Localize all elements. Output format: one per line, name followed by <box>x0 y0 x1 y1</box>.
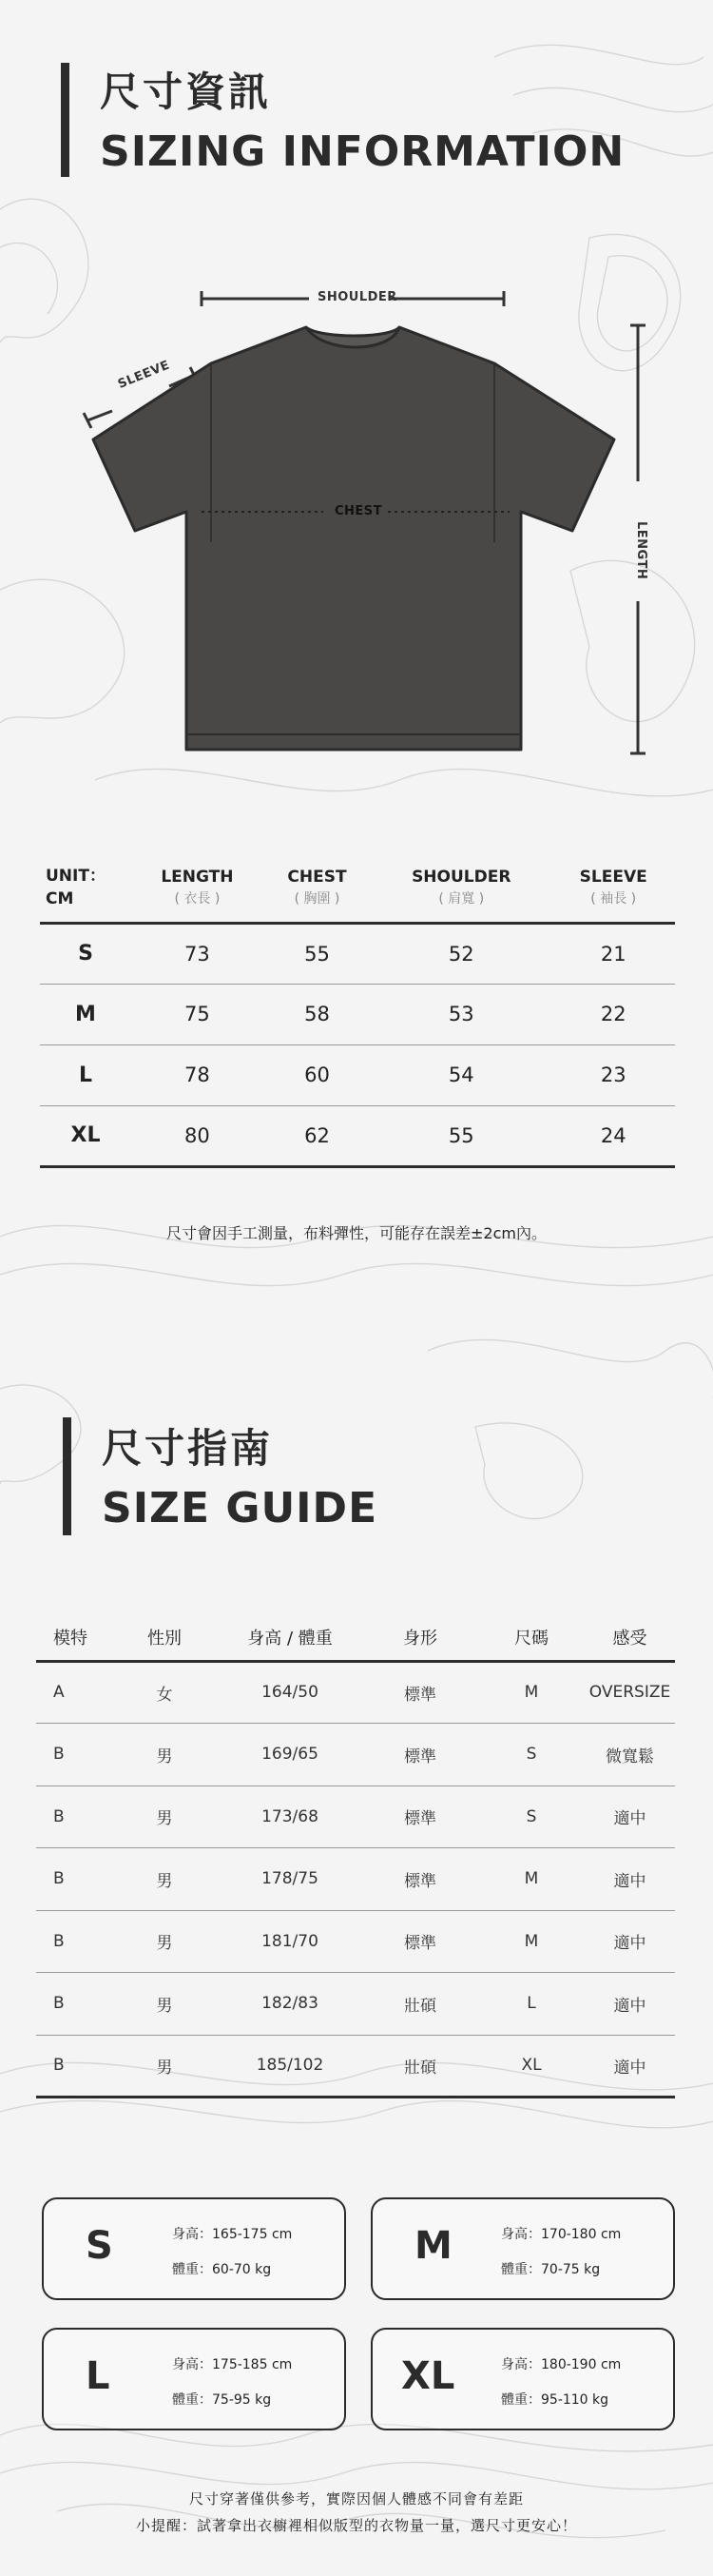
card-weight: 體重：70-75 kg <box>501 2262 601 2277</box>
col-shoulder-label: SHOULDER <box>412 868 511 888</box>
height-weight-cell: 164/50 <box>218 1661 362 1724</box>
fit-cell: 微寬鬆 <box>585 1724 675 1786</box>
card-weight: 體重：75-95 kg <box>172 2392 272 2408</box>
model-cell: B <box>36 1724 111 1786</box>
shoulder-cell: 55 <box>371 1105 551 1166</box>
table-row <box>36 1724 675 1786</box>
card-height: 身高：175-185 cm <box>172 2357 293 2372</box>
card-weight: 體重：60-70 kg <box>172 2262 272 2277</box>
card-size-label: S <box>86 2224 113 2268</box>
fit-cell: 適中 <box>585 2035 675 2098</box>
header-model: 模特 <box>53 1629 87 1649</box>
col-sleeve-sub: ( 袖長 ) <box>590 891 637 907</box>
height-weight-cell: 185/102 <box>218 2035 362 2098</box>
size-card-s <box>42 2197 346 2300</box>
table-row <box>36 1848 675 1911</box>
col-length-label: LENGTH <box>161 868 234 888</box>
length-cell: 80 <box>131 1105 263 1166</box>
model-cell: B <box>36 1848 111 1911</box>
measurement-note: 尺寸會因手工測量，布料彈性，可能存在誤差±2cm內。 <box>166 1224 547 1242</box>
body-type-cell: 壯碩 <box>362 1973 478 2036</box>
table-row <box>36 1661 675 1724</box>
size-chart-table <box>40 854 675 1168</box>
size-cell: M <box>478 1661 585 1724</box>
header-size: 尺碼 <box>514 1629 549 1649</box>
card-size-label: XL <box>401 2354 455 2398</box>
section-title-zh: 尺寸指南 <box>102 1425 274 1472</box>
fit-cell: 適中 <box>585 1786 675 1848</box>
sleeve-cell: 24 <box>551 1105 675 1166</box>
height-weight-cell: 178/75 <box>218 1848 362 1911</box>
body-type-cell: 標準 <box>362 1848 478 1911</box>
length-cell: 73 <box>131 923 263 984</box>
size-cell: S <box>478 1724 585 1786</box>
height-weight-cell: 182/83 <box>218 1973 362 2036</box>
model-cell: B <box>36 1973 111 2036</box>
size-cell: XL <box>478 2035 585 2098</box>
length-cell: 78 <box>131 1044 263 1105</box>
guide-header <box>36 1615 675 1661</box>
size-cell: M <box>40 984 131 1044</box>
gender-cell: 男 <box>111 2035 218 2098</box>
body-type-cell: 標準 <box>362 1910 478 1973</box>
length-label: LENGTH <box>634 521 648 580</box>
size-card-xl <box>371 2328 675 2430</box>
section-title-en: SIZE GUIDE <box>102 1484 378 1532</box>
size-cell: M <box>478 1910 585 1973</box>
sleeve-cell: 21 <box>551 923 675 984</box>
gender-cell: 男 <box>111 1973 218 2036</box>
table-row <box>40 1105 675 1166</box>
table-row <box>40 1044 675 1105</box>
body-type-cell: 壯碩 <box>362 2035 478 2098</box>
col-sleeve-label: SLEEVE <box>579 868 647 888</box>
col-length <box>131 854 263 923</box>
chest-cell: 58 <box>263 984 371 1044</box>
table-row <box>40 984 675 1044</box>
size-cell: M <box>478 1848 585 1911</box>
section-title-en: SIZING INFORMATION <box>100 127 626 176</box>
header-fit: 感受 <box>612 1629 647 1649</box>
col-chest-sub: ( 胸圍 ) <box>294 891 340 907</box>
size-guide-table <box>36 1615 675 2098</box>
fit-cell: 適中 <box>585 1910 675 1973</box>
chest-cell: 62 <box>263 1105 371 1166</box>
body-type-cell: 標準 <box>362 1724 478 1786</box>
header-body-type: 身形 <box>403 1629 437 1649</box>
size-cell: L <box>40 1044 131 1105</box>
shoulder-cell: 54 <box>371 1044 551 1105</box>
body-type-cell: 標準 <box>362 1786 478 1848</box>
height-weight-cell: 173/68 <box>218 1786 362 1848</box>
card-size-label: L <box>86 2354 110 2398</box>
height-weight-cell: 181/70 <box>218 1910 362 1973</box>
model-cell: B <box>36 2035 111 2098</box>
size-card-l <box>42 2328 346 2430</box>
chest-cell: 55 <box>263 923 371 984</box>
unit-label: UNIT：CM <box>46 867 106 909</box>
col-shoulder <box>371 854 551 923</box>
heading-accent-bar <box>63 1417 71 1535</box>
card-height: 身高：180-190 cm <box>501 2357 622 2372</box>
header-height-weight: 身高 / 體重 <box>247 1629 333 1649</box>
tshirt-shape <box>93 327 614 750</box>
size-chart-header <box>40 854 675 923</box>
shoulder-cell: 53 <box>371 984 551 1044</box>
col-chest <box>263 854 371 923</box>
model-cell: B <box>36 1786 111 1848</box>
col-sleeve <box>551 854 675 923</box>
sleeve-label: SLEEVE <box>116 358 172 392</box>
gender-cell: 男 <box>111 1724 218 1786</box>
table-row <box>40 923 675 984</box>
chest-label: CHEST <box>335 504 383 518</box>
footer-note-2: 小提醒：試著拿出衣櫥裡相似版型的衣物量一量，選尺寸更安心！ <box>135 2517 577 2534</box>
table-row <box>36 2035 675 2098</box>
model-cell: B <box>36 1910 111 1973</box>
col-length-sub: ( 衣長 ) <box>174 891 221 907</box>
sleeve-cell: 22 <box>551 984 675 1044</box>
header-gender: 性別 <box>147 1629 182 1649</box>
tshirt-diagram <box>0 266 713 799</box>
size-cell: S <box>40 923 131 984</box>
chest-cell: 60 <box>263 1044 371 1105</box>
model-cell: A <box>36 1661 111 1724</box>
sleeve-cell: 23 <box>551 1044 675 1105</box>
length-cell: 75 <box>131 984 263 1044</box>
size-cell: L <box>478 1973 585 2036</box>
gender-cell: 男 <box>111 1848 218 1911</box>
fit-cell: 適中 <box>585 1848 675 1911</box>
shoulder-label: SHOULDER <box>318 290 397 304</box>
col-chest-label: CHEST <box>287 868 347 888</box>
table-row <box>36 1910 675 1973</box>
gender-cell: 男 <box>111 1786 218 1848</box>
height-weight-cell: 169/65 <box>218 1724 362 1786</box>
size-cell: S <box>478 1786 585 1848</box>
footer-note-1: 尺寸穿著僅供參考，實際因個人體感不同會有差距 <box>188 2490 524 2508</box>
card-height: 身高：165-175 cm <box>172 2227 293 2242</box>
card-weight: 體重：95-110 kg <box>501 2392 609 2408</box>
section-title-zh: 尺寸資訊 <box>100 68 272 115</box>
size-card-m <box>371 2197 675 2300</box>
card-height: 身高：170-180 cm <box>501 2227 622 2242</box>
heading-accent-bar <box>61 63 69 177</box>
table-row <box>36 1973 675 2036</box>
fit-cell: 適中 <box>585 1973 675 2036</box>
col-shoulder-sub: ( 肩寬 ) <box>438 891 485 907</box>
fit-cell: OVERSIZE <box>585 1661 675 1724</box>
gender-cell: 男 <box>111 1910 218 1973</box>
size-cell: XL <box>40 1105 131 1166</box>
card-size-label: M <box>414 2224 453 2268</box>
shoulder-cell: 52 <box>371 923 551 984</box>
body-type-cell: 標準 <box>362 1661 478 1724</box>
table-row <box>36 1786 675 1848</box>
gender-cell: 女 <box>111 1661 218 1724</box>
